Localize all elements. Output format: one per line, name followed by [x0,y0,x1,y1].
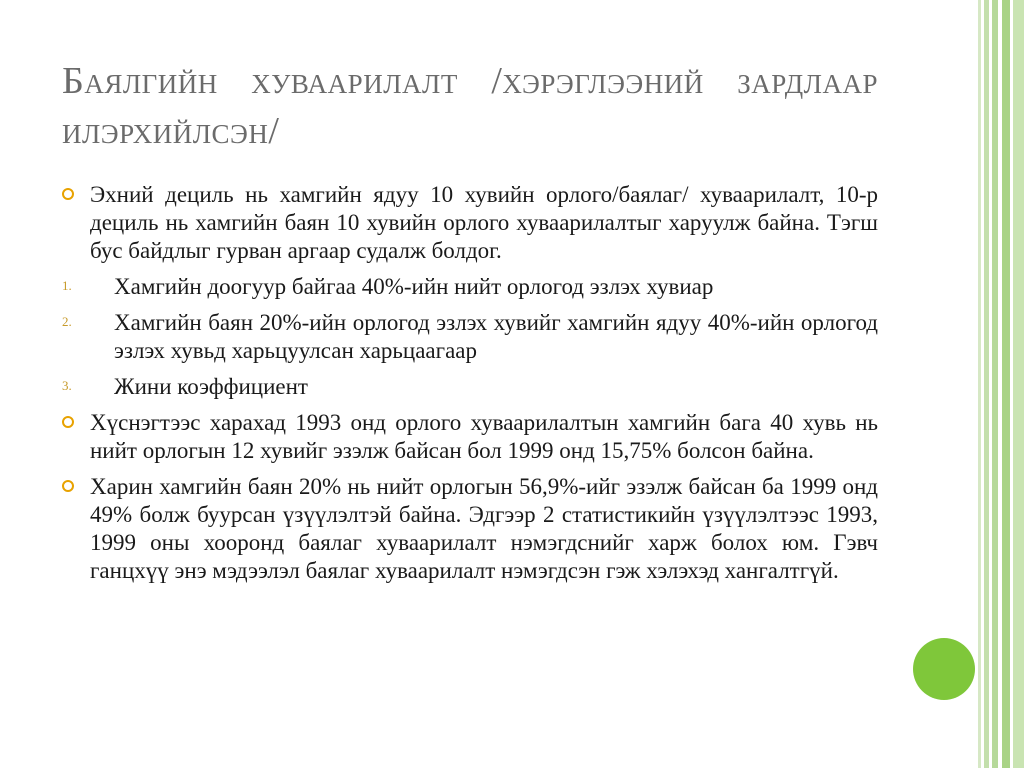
bullet-item [62,409,878,465]
green-circle-decoration [913,638,975,700]
bullet-item [62,181,878,265]
item-text: Харин хамгийн баян 20% нь нийт орлогын 56,9%-ийг эзэлж байсан ба 1999 онд 49% болж буурсан үзүүлэлтэй байна. Эдгээр 2 статистикийн үзүүлэлтээс 1993, 1999 оны хооронд баялаг хуваарилалт нэмэгдснийг харж болох юм. Гэвч ганцхүү энэ мэдээлэл баялаг хуваарилалт нэмэгдсэн гэж хэлэхэд хангалтгүй. [90,474,878,583]
hollow-circle-bullet-icon [62,480,74,492]
numbered-item [62,373,878,401]
decorative-stripe [992,0,998,768]
decorative-stripe [978,0,981,768]
item-text: Жини коэффициент [114,374,308,399]
decorative-stripe [1002,0,1010,768]
slide-content [62,181,878,593]
hollow-circle-bullet-icon [62,416,74,428]
item-text: Хамгийн доогуур байгаа 40%-ийн нийт орлогод эзлэх хувиар [114,274,714,299]
list-number: 2. [62,314,72,329]
list-number: 3. [62,378,72,393]
bullet-item [62,473,878,585]
item-text: Хамгийн баян 20%-ийн орлогод эзлэх хувийг хамгийн ядуу 40%-ийн орлогод эзлэх хувьд харьцуулсан харьцаагаар [114,310,878,363]
item-text: Хүснэгтээс харахад 1993 онд орлого хуваарилалтын хамгийн бага 40 хувь нь нийт орлогын 12 хувийг эзэлж байсан бол 1999 онд 15,75% болсон байна. [90,410,878,463]
list-number: 1. [62,278,72,293]
item-text: Эхний дециль нь хамгийн ядуу 10 хувийн орлого/баялаг/ хуваарилалт, 10-р дециль нь хамгийн баян 10 хувийн орлого хуваарилалтыг харуулж байна. Тэгш бус байдлыг гурван аргаар судалж болдог. [90,182,878,263]
numbered-item [62,309,878,365]
hollow-circle-bullet-icon [62,188,74,200]
numbered-item [62,273,878,301]
slide-title: Баялгийн хуваарилалт /хэрэглээний зардлаар илэрхийлсэн/ [62,60,878,152]
decorative-stripe [1013,0,1024,768]
decorative-stripe [984,0,989,768]
